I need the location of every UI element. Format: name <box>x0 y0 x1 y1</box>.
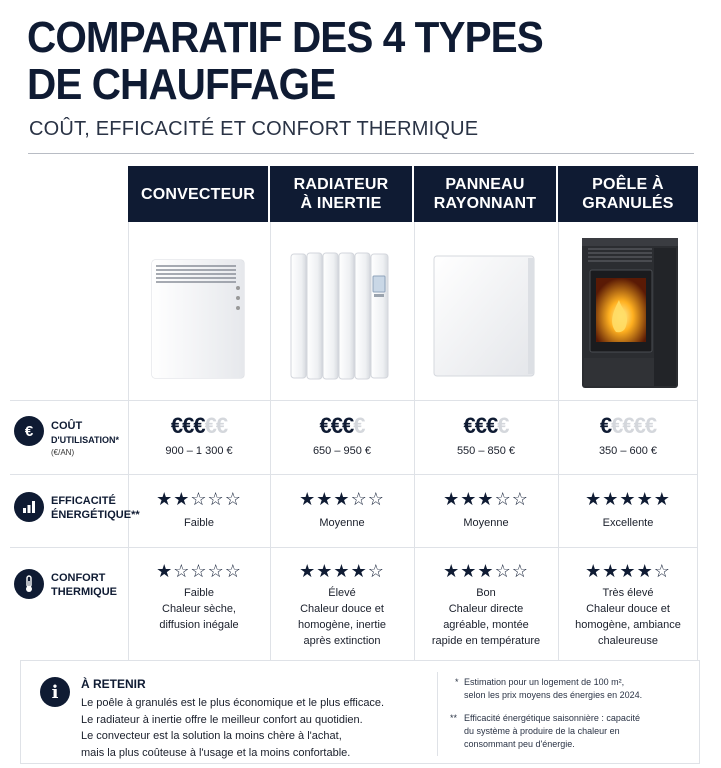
stars-off: ☆☆ <box>494 489 529 509</box>
summary-text <box>81 695 384 761</box>
stars-on: ★★★★ <box>299 561 368 581</box>
column-header-text: À INERTIE <box>300 195 382 212</box>
confort-description <box>128 601 270 633</box>
info-icon: i <box>40 677 70 707</box>
efficacite-cell-radiateur <box>270 488 414 531</box>
column-header-panneau <box>414 166 556 222</box>
star-rating <box>558 560 698 582</box>
euro-on: € <box>599 413 612 438</box>
stars-off: ☆ <box>367 561 385 581</box>
row-label-text: THERMIQUE <box>51 586 117 598</box>
description-line: diffusion inégale <box>159 619 239 631</box>
euro-on: €€€ <box>319 413 354 438</box>
euro-off: €€€€ <box>611 413 657 438</box>
description-line: Chaleur douce et <box>300 603 384 615</box>
row-label-text: D'UTILISATION* <box>51 435 119 445</box>
description-line: Chaleur douce et <box>586 603 670 615</box>
star-rating <box>558 488 698 510</box>
title-line-2: DE CHAUFFAGE <box>27 60 336 109</box>
row-label-confort <box>51 571 117 599</box>
description-line: Chaleur directe <box>448 603 524 615</box>
description-line: homogène, ambiance <box>575 619 681 631</box>
efficacite-value: Excellente <box>602 517 654 529</box>
row-divider <box>10 400 698 401</box>
stars-off: ☆ <box>653 561 671 581</box>
euro-off: € <box>497 413 509 438</box>
footnote-cost <box>455 676 694 702</box>
euro-off: € <box>353 413 365 438</box>
description-line: après extinction <box>303 635 381 647</box>
description-line: rapide en température <box>431 635 541 647</box>
page-subtitle: COÛT, EFFICACITÉ ET CONFORT THERMIQUE <box>29 118 479 140</box>
column-header-poele <box>558 166 698 222</box>
page-title <box>27 14 616 108</box>
euro-rating <box>558 414 698 438</box>
star-rating <box>270 488 414 510</box>
column-header-text: GRANULÉS <box>582 195 674 212</box>
confort-cell-poele <box>558 560 698 649</box>
bar-chart-icon <box>14 492 44 522</box>
row-label-unit: (€/AN) <box>51 448 75 457</box>
title-divider <box>28 153 694 154</box>
star-rating <box>128 560 270 582</box>
row-divider <box>10 547 698 548</box>
cout-value: 650 – 950 € <box>312 445 372 457</box>
radiateur-inertie-image <box>288 250 392 384</box>
euro-off: €€ <box>204 413 228 438</box>
column-header-text: PANNEAU <box>445 176 525 193</box>
row-label-text: COÛT <box>51 420 83 432</box>
summary-line: Le convecteur est la solution la moins chère à l'achat, <box>81 730 342 742</box>
footnote-efficiency <box>450 712 694 751</box>
footnote-mark: ** <box>450 713 458 723</box>
footnote-mark: * <box>455 677 459 687</box>
row-label-text: CONFORT <box>51 572 106 584</box>
efficacite-cell-poele <box>558 488 698 531</box>
cout-value: 550 – 850 € <box>456 445 516 457</box>
description-line: Chaleur sèche, <box>162 603 236 615</box>
efficacite-value: Moyenne <box>319 517 365 529</box>
stars-on: ★ <box>156 561 174 581</box>
stars-off: ☆☆ <box>494 561 529 581</box>
stars-on: ★★★★ <box>585 561 654 581</box>
euro-on: €€€ <box>170 413 205 438</box>
cout-value: 350 – 600 € <box>598 445 658 457</box>
efficacite-value: Moyenne <box>463 517 509 529</box>
column-header-text: CONVECTEUR <box>140 185 255 203</box>
footnote-line: Estimation pour un logement de 100 m², <box>464 677 625 687</box>
column-header-text: POÊLE À <box>592 176 664 193</box>
stars-on: ★★★ <box>299 489 351 509</box>
column-header-text: RAYONNANT <box>433 195 537 212</box>
euro-rating <box>414 414 558 438</box>
poele-granules-image <box>578 234 682 390</box>
confort-description <box>414 601 558 649</box>
confort-value: Bon <box>476 587 496 599</box>
stars-on: ★★ <box>156 489 191 509</box>
stars-off: ☆☆☆☆ <box>173 561 242 581</box>
stars-on: ★★★ <box>443 561 495 581</box>
column-header-text: RADIATEUR <box>293 176 389 193</box>
star-rating <box>128 488 270 510</box>
confort-value: Élevé <box>328 587 356 599</box>
efficacite-cell-panneau <box>414 488 558 531</box>
description-line: homogène, inertie <box>297 619 387 631</box>
euro-rating <box>270 414 414 438</box>
column-header-radiateur <box>270 166 412 222</box>
summary-title: À RETENIR <box>81 677 146 691</box>
summary-line: Le poêle à granulés est le plus économique et le plus efficace. <box>81 697 385 709</box>
row-label-cout <box>51 419 119 458</box>
confort-description <box>270 601 414 649</box>
stars-off: ☆☆ <box>350 489 385 509</box>
footnote-line: Efficacité énergétique saisonnière : capacité <box>464 713 640 723</box>
footnote-line: consommant peu d'énergie. <box>464 739 575 749</box>
confort-value: Très élevé <box>602 587 654 599</box>
thermometer-icon <box>14 569 44 599</box>
footnote-line: selon les prix moyens des énergies en 2024. <box>464 690 643 700</box>
confort-value: Faible <box>184 587 214 599</box>
cout-value: 900 – 1 300 € <box>165 445 233 457</box>
cout-cell-poele <box>558 414 698 459</box>
star-rating <box>414 488 558 510</box>
summary-line: mais la plus coûteuse à l'usage et la moins confortable. <box>81 746 351 759</box>
efficacite-value: Faible <box>184 517 214 529</box>
star-rating <box>414 560 558 582</box>
cout-cell-convecteur <box>128 414 270 459</box>
confort-cell-panneau <box>414 560 558 649</box>
euro-icon: € <box>14 416 44 446</box>
row-label-text: ÉNERGÉTIQUE** <box>51 509 140 521</box>
euro-rating <box>128 414 270 438</box>
panneau-rayonnant-image <box>428 252 540 380</box>
euro-on: €€€ <box>463 413 498 438</box>
star-rating <box>270 560 414 582</box>
row-divider <box>10 474 698 475</box>
stars-on: ★★★ <box>443 489 495 509</box>
row-label-efficacite <box>51 494 140 522</box>
confort-cell-convecteur <box>128 560 270 633</box>
footer-divider <box>437 672 438 756</box>
description-line: chaleureuse <box>598 635 658 647</box>
convecteur-image <box>148 256 250 382</box>
summary-line: Le radiateur à inertie offre le meilleur confort au quotidien. <box>81 713 363 726</box>
column-header-convecteur <box>128 166 268 222</box>
stars-on: ★★★★★ <box>585 489 671 509</box>
title-line-1: COMPARATIF DES 4 TYPES <box>27 13 543 62</box>
cout-cell-radiateur <box>270 414 414 459</box>
confort-cell-radiateur <box>270 560 414 649</box>
efficacite-cell-convecteur <box>128 488 270 531</box>
description-line: agréable, montée <box>443 619 529 631</box>
cout-cell-panneau <box>414 414 558 459</box>
row-label-text: EFFICACITÉ <box>51 495 116 507</box>
confort-description <box>558 601 698 649</box>
stars-off: ☆☆☆ <box>190 489 242 509</box>
footnote-line: du système à produire de la chaleur en <box>464 726 620 736</box>
